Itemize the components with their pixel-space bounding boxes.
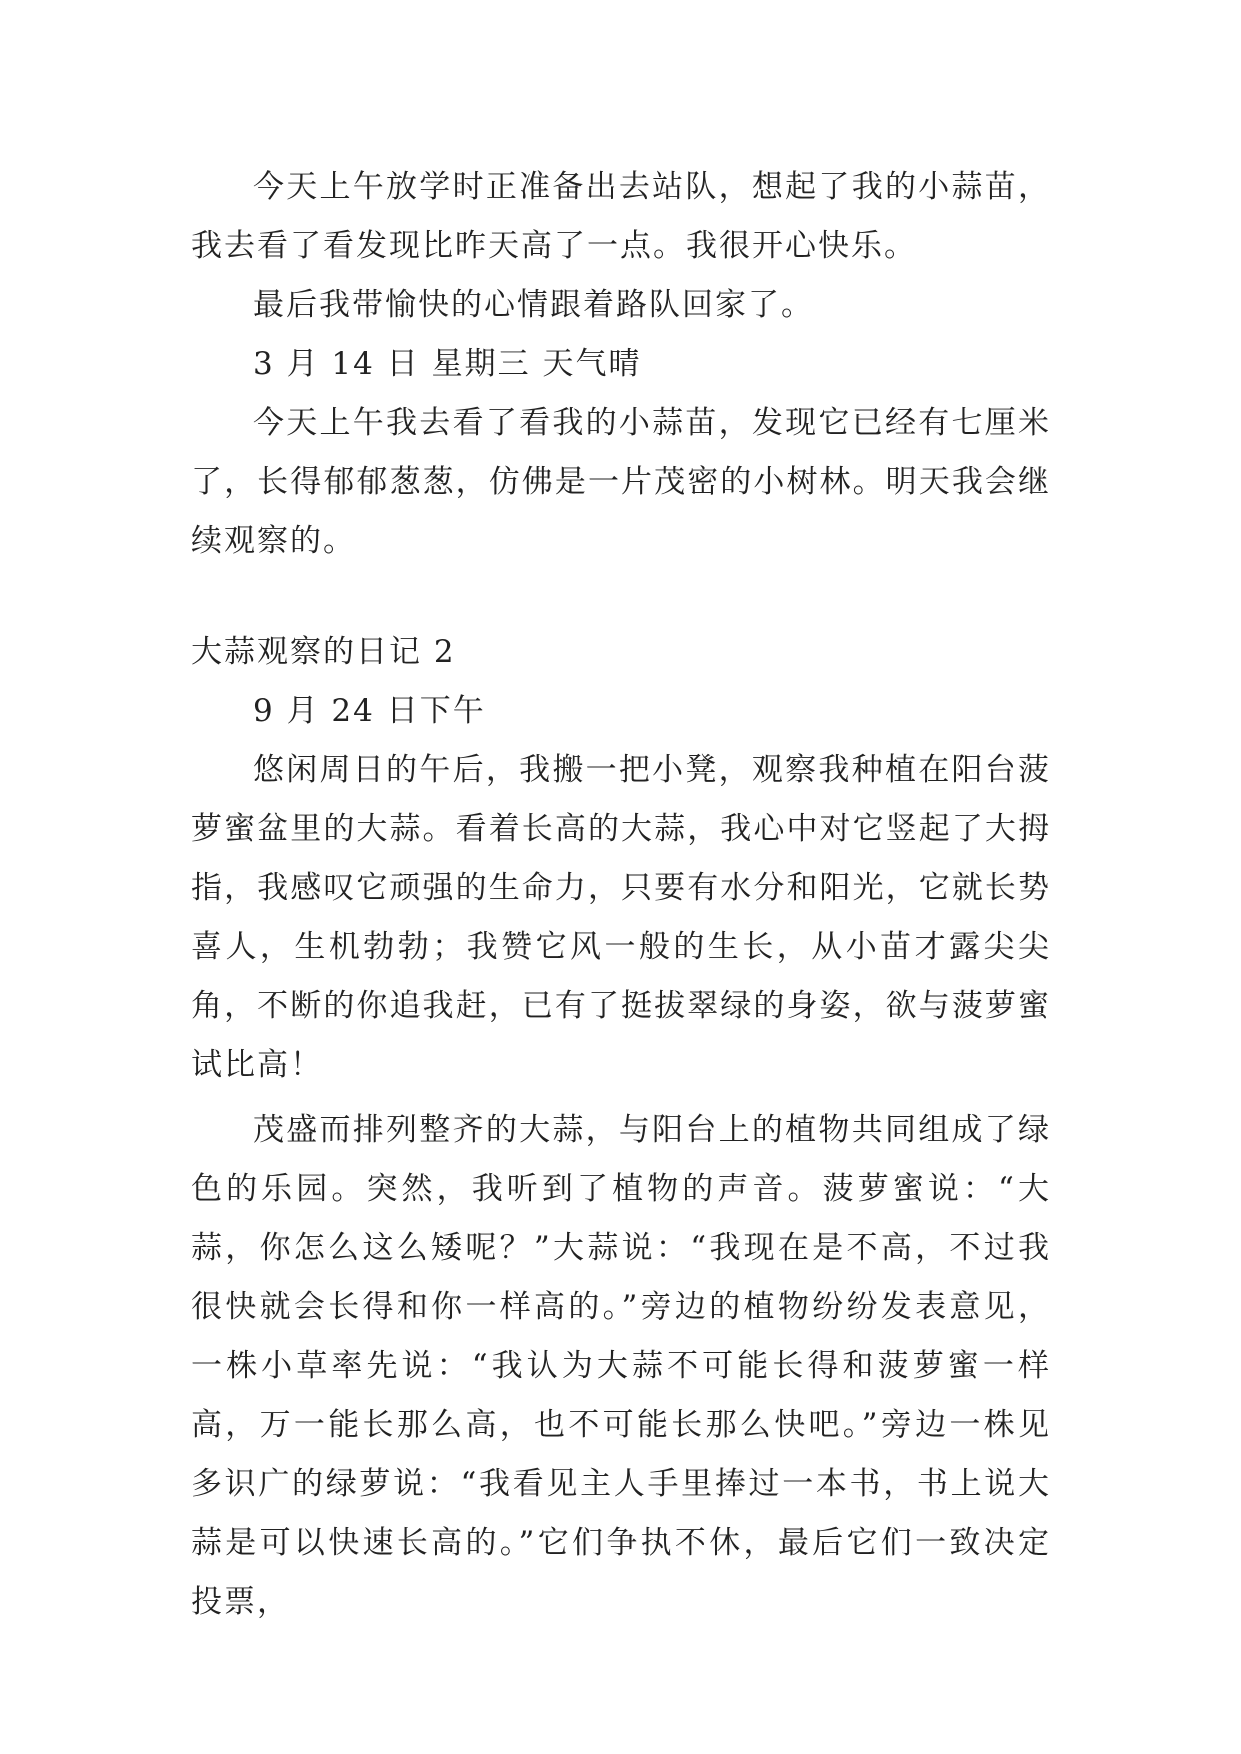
document-body (191, 158, 1051, 1632)
paragraph-2: 最后我带愉快的心情跟着路队回家了。 (253, 287, 814, 323)
date-line-1: 3 月 14 日 星期三 天气晴 (253, 346, 642, 382)
paragraph-3: 今天上午我去看了看我的小蒜苗，发现它已经有七厘米了，长得郁郁葱葱，仿佛是一片茂密的小树林。明天我会继续观察的。 (191, 405, 1051, 559)
date-line-2: 9 月 24 日下午 (253, 693, 486, 729)
section-title: 大蒜观察的日记 2 (191, 634, 456, 670)
paragraph-4: 悠闲周日的午后，我搬一把小凳，观察我种植在阳台菠萝蜜盆里的大蒜。看着长高的大蒜，我心中对它竖起了大拇指，我感叹它顽强的生命力，只要有水分和阳光，它就长势喜人，生机勃勃；我赞它风一般的生长，从小苗才露尖尖角，不断的你追我赶，已有了挺拔翠绿的身姿，欲与菠萝蜜试比高！ (191, 752, 1051, 1083)
paragraph-5: 茂盛而排列整齐的大蒜，与阳台上的植物共同组成了绿色的乐园。突然，我听到了植物的声音。菠萝蜜说：“大蒜，你怎么这么矮呢？”大蒜说：“我现在是不高，不过我很快就会长得和你一样高的。”旁边的植物纷纷发表意见，一株小草率先说：“我认为大蒜不可能长得和菠萝蜜一样高，万一能长那么高，也不可能长那么快吧。”旁边一株见多识广的绿萝说：“我看见主人手里捧过一本书，书上说大蒜是可以快速长高的。”它们争执不休，最后它们一致决定投票， (191, 1112, 1051, 1620)
paragraph-1: 今天上午放学时正准备出去站队，想起了我的小蒜苗，我去看了看发现比昨天高了一点。我很开心快乐。 (191, 169, 1051, 264)
